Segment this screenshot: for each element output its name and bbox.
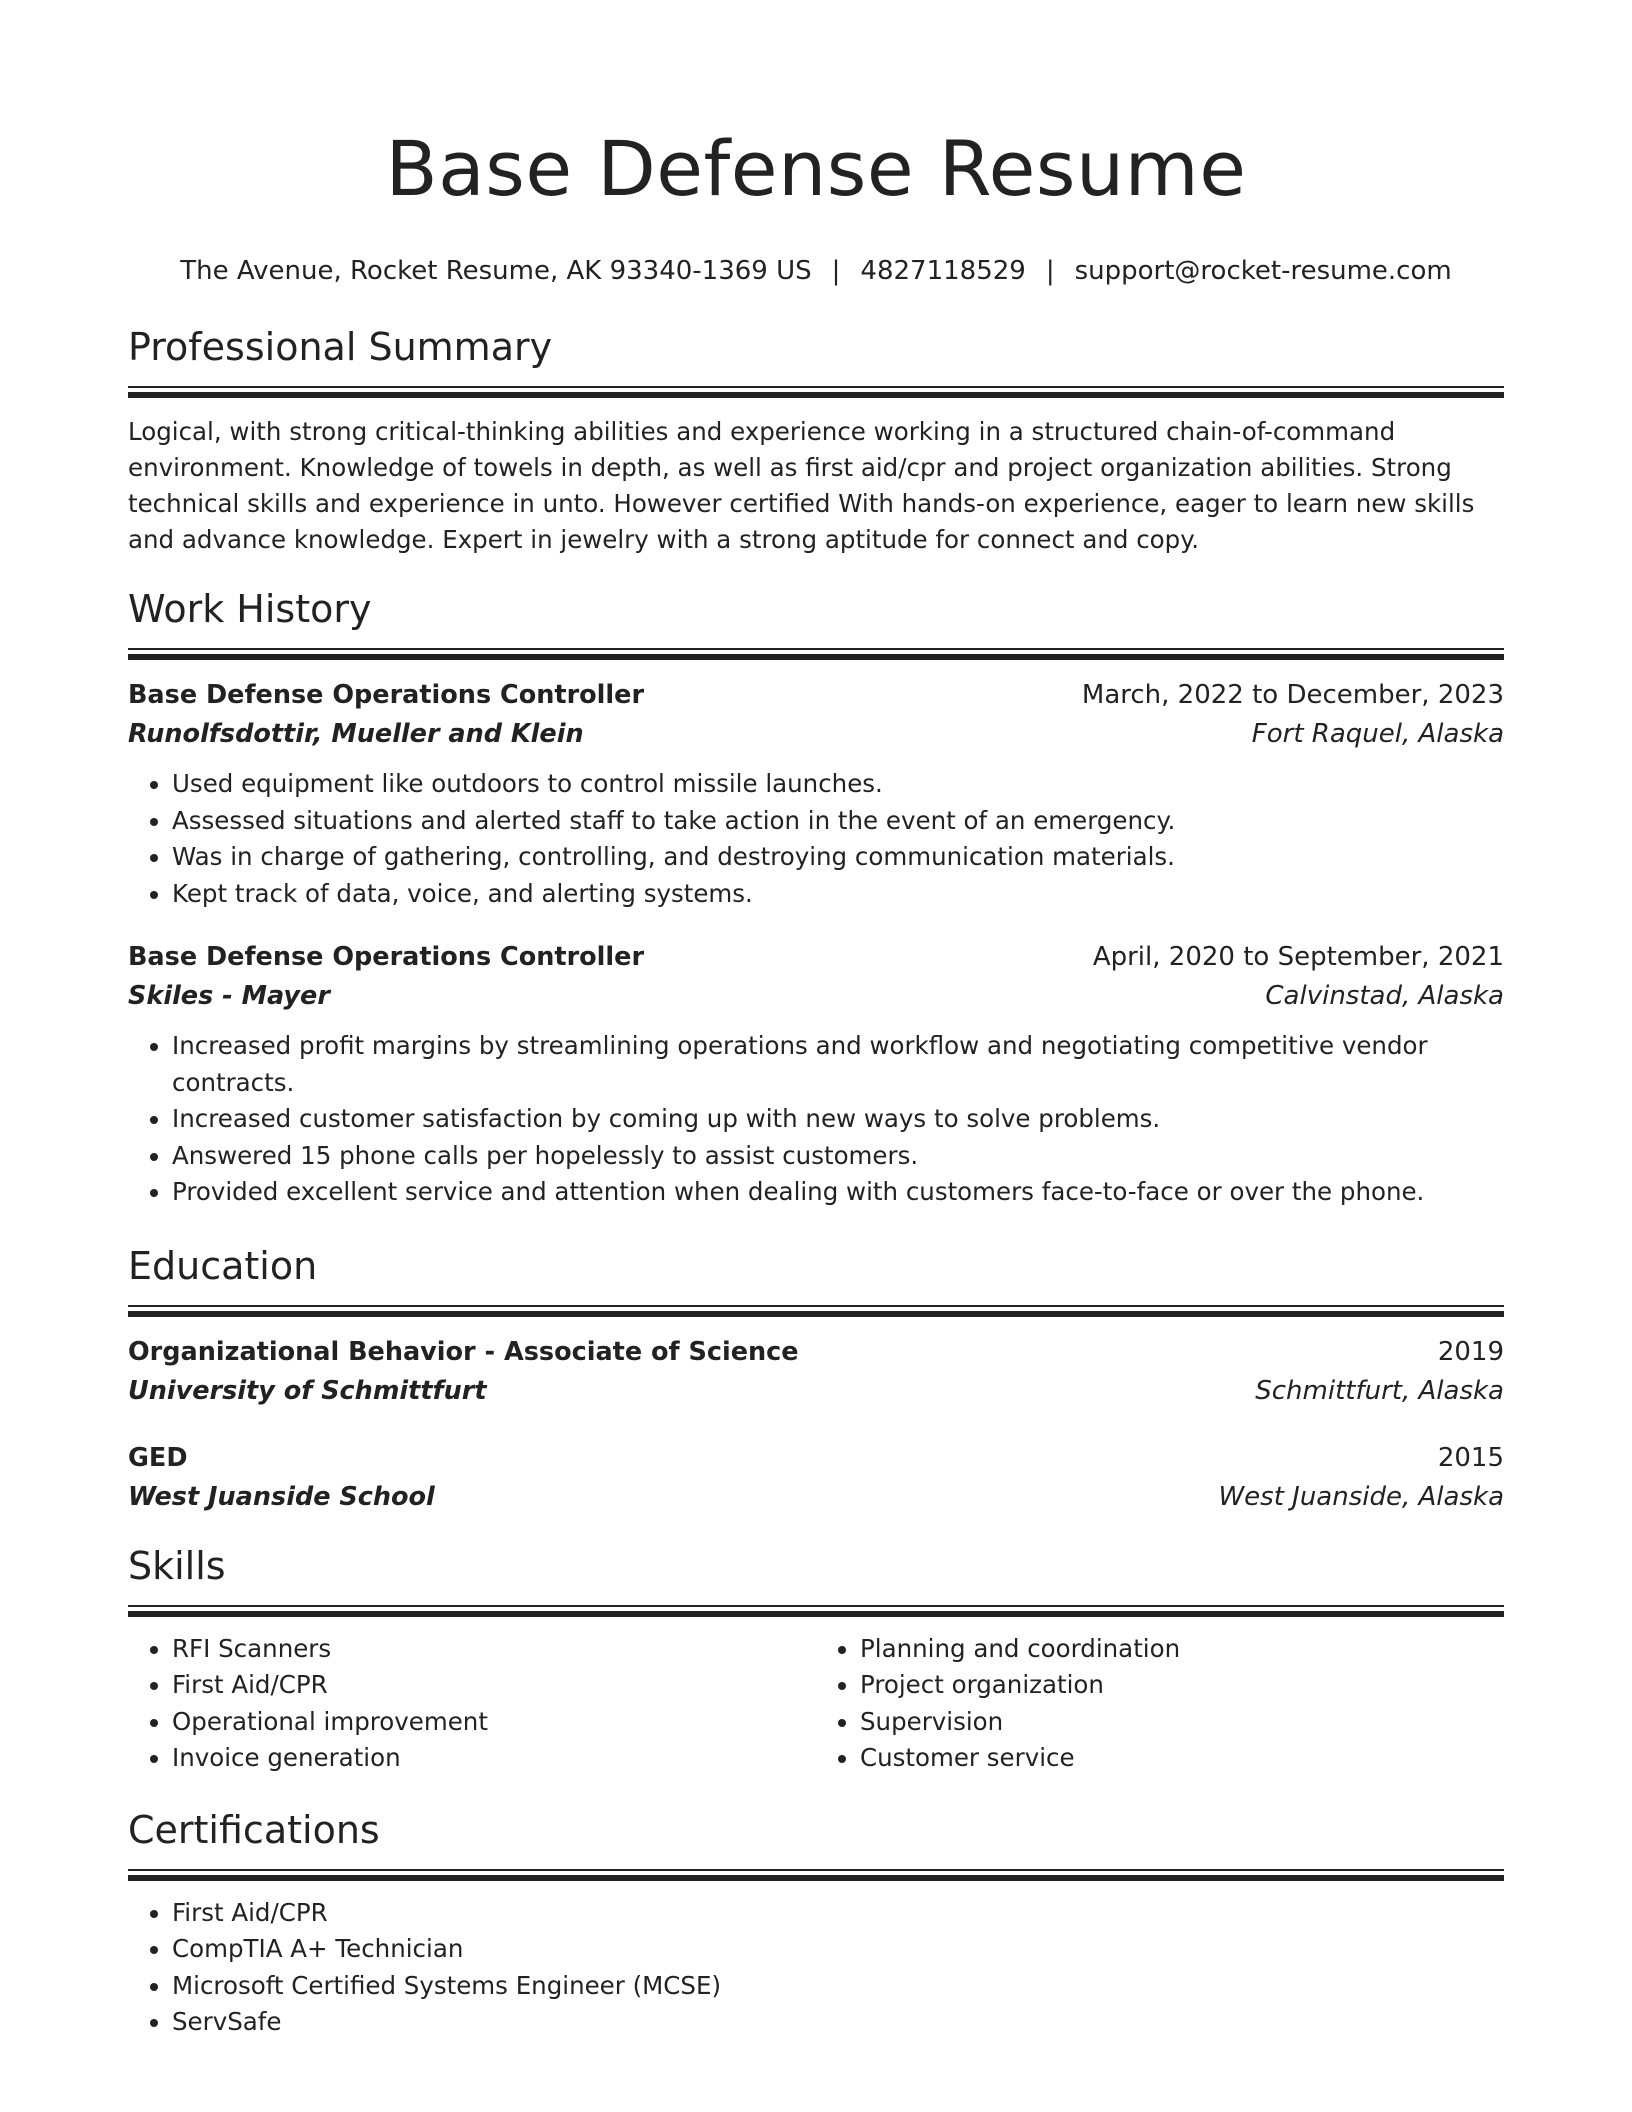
work-history-section: [128, 584, 1504, 1211]
resume-name: Base Defense Resume: [385, 124, 1247, 213]
job-duties-list: [128, 1028, 1504, 1211]
list-item: • Invoice generation: [172, 1740, 816, 1777]
job-entry: [128, 938, 1504, 1211]
list-item: • Assessed situations and alerted staff to take action in the event of an emergency.: [172, 803, 1504, 840]
job-location: Fort Raquel, Alaska: [1251, 719, 1504, 749]
education-section: [128, 1241, 1504, 1517]
list-item: • Increased customer satisfaction by coming up with new ways to solve problems.: [172, 1101, 1504, 1138]
section-divider: [128, 386, 1504, 398]
section-divider: [128, 1305, 1504, 1317]
section-title-education: Education: [128, 1243, 318, 1288]
list-item: • Supervision: [860, 1704, 1504, 1741]
education-year: 2019: [1437, 1336, 1504, 1367]
list-item: • First Aid/CPR: [172, 1895, 1504, 1932]
education-year: 2015: [1437, 1442, 1504, 1473]
list-item: • ServSafe: [172, 2004, 1504, 2041]
skills-grid: [128, 1631, 1504, 1777]
job-title: Base Defense Operations Controller: [128, 680, 645, 710]
list-item: • CompTIA A+ Technician: [172, 1931, 1504, 1968]
section-title-certifications: Certifications: [128, 1807, 380, 1852]
job-entry: [128, 676, 1504, 912]
list-item: • Kept track of data, voice, and alerting systems.: [172, 876, 1504, 913]
section-title-skills: Skills: [128, 1543, 226, 1588]
contact-email: support@rocket-resume.com: [1074, 256, 1452, 286]
summary-text: Logical, with strong critical-thinking abilities and experience working in a structured chain-of-command environment. Knowledge of towels in depth, as well as first aid/cpr and project organization abilities. Strong technical skills and experience in unto. However certified With hands-on experience, eager to learn new skills and advance knowledge. Expert in jewelry with a strong aptitude for connect and copy.: [128, 417, 1475, 554]
education-degree: GED: [128, 1442, 188, 1473]
list-item: • Provided excellent service and attention when dealing with customers face-to-face or over the phone.: [172, 1174, 1504, 1211]
job-dates: March, 2022 to December, 2023: [1081, 680, 1504, 710]
summary-section: [128, 322, 1504, 558]
job-duties-list: [128, 766, 1504, 912]
list-item: • Microsoft Certified Systems Engineer (MCSE): [172, 1968, 1504, 2005]
list-item: • Used equipment like outdoors to control missile launches.: [172, 766, 1504, 803]
section-divider: [128, 648, 1504, 660]
skills-list: [128, 1631, 816, 1777]
skills-column-left: [128, 1631, 816, 1777]
list-item: • RFI Scanners: [172, 1631, 816, 1668]
contact-separator: |: [831, 256, 841, 286]
contact-line: [128, 254, 1504, 288]
contact-address: The Avenue, Rocket Resume, AK 93340-1369 US: [180, 256, 812, 286]
education-degree: Organizational Behavior - Associate of Science: [128, 1336, 799, 1367]
list-item: • Increased profit margins by streamlining operations and workflow and negotiating competitive vendor contracts.: [172, 1028, 1504, 1101]
certifications-section: [128, 1805, 1504, 2041]
list-item: • Project organization: [860, 1667, 1504, 1704]
education-location: Schmittfurt, Alaska: [1255, 1375, 1504, 1406]
education-school: University of Schmittfurt: [128, 1375, 487, 1406]
list-item: • Was in charge of gathering, controlling, and destroying communication materials.: [172, 839, 1504, 876]
list-item: • Planning and coordination: [860, 1631, 1504, 1668]
job-employer: Skiles - Mayer: [128, 981, 330, 1011]
job-title: Base Defense Operations Controller: [128, 942, 645, 972]
list-item: • Answered 15 phone calls per hopelessly to assist customers.: [172, 1138, 1504, 1175]
education-school: West Juanside School: [128, 1481, 435, 1512]
education-location: West Juanside, Alaska: [1218, 1481, 1504, 1512]
education-entry: [128, 1333, 1504, 1411]
section-divider: [128, 1605, 1504, 1617]
section-title-work-history: Work History: [128, 587, 372, 631]
education-entry: [128, 1439, 1504, 1517]
section-divider: [128, 1869, 1504, 1881]
section-title-summary: Professional Summary: [128, 325, 553, 369]
job-dates: April, 2020 to September, 2021: [1092, 942, 1504, 972]
contact-phone: 4827118529: [860, 256, 1026, 286]
skills-section: [128, 1541, 1504, 1777]
skills-column-right: [816, 1631, 1504, 1777]
certifications-list: [128, 1895, 1504, 2041]
job-location: Calvinstad, Alaska: [1265, 981, 1504, 1011]
list-item: • First Aid/CPR: [172, 1667, 816, 1704]
list-item: • Operational improvement: [172, 1704, 816, 1741]
job-employer: Runolfsdottir, Mueller and Klein: [128, 719, 584, 749]
skills-list: [816, 1631, 1504, 1777]
list-item: • Customer service: [860, 1740, 1504, 1777]
contact-separator: |: [1045, 256, 1055, 286]
